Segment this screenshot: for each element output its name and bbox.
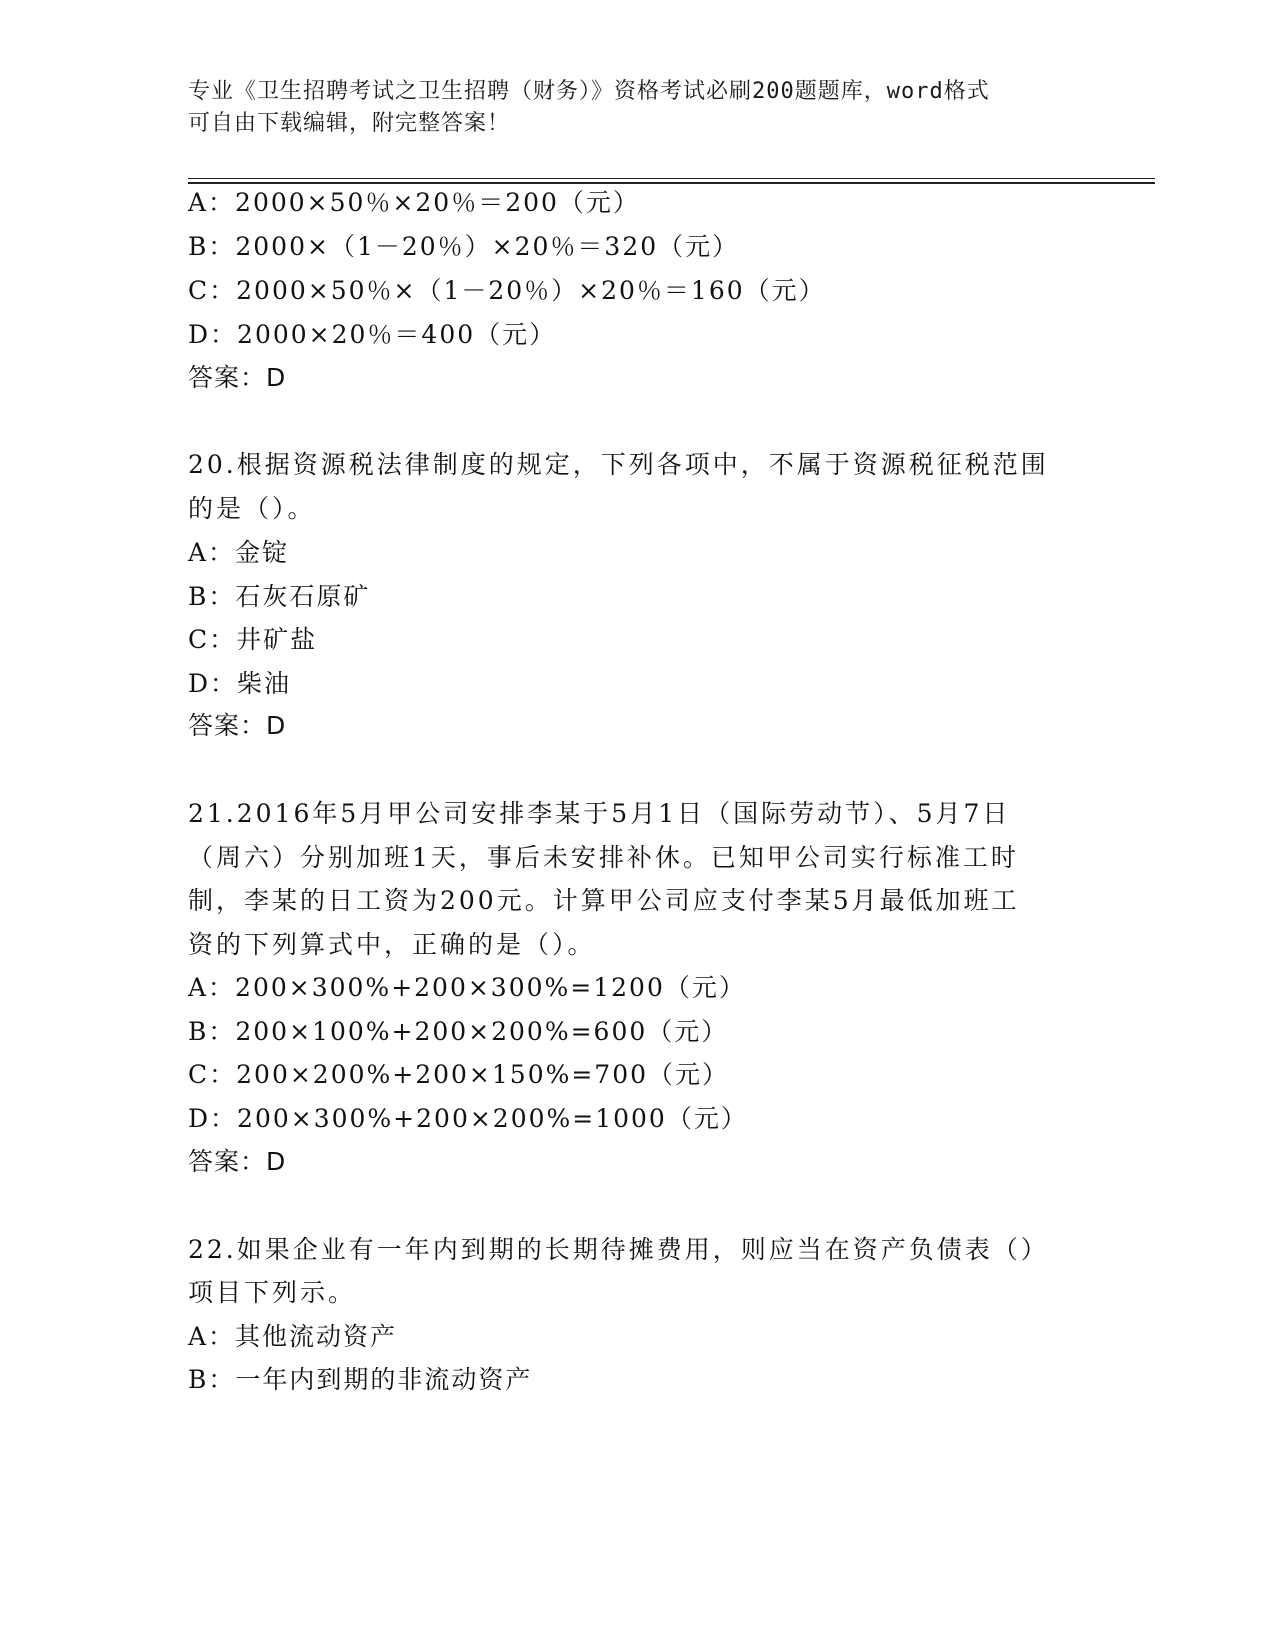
q21-option-c: C：200×200%+200×150%=700（元） [188,1060,730,1089]
q22-stem-line-1: 22.如果企业有一年内到期的长期待摊费用，则应当在资产负债表（） [188,1235,1049,1264]
q21-option-a: A：200×300%+200×300%=1200（元） [188,973,746,1002]
q20-option-c: C：井矿盐 [188,625,318,654]
q21-stem-line-4: 资的下列算式中，正确的是（）。 [188,930,596,959]
q20-option-d: D：柴油 [188,669,292,698]
q20-answer: 答案：D [188,711,287,740]
q19-option-c: C：2000×50％×（1－20％）×20％＝160（元） [188,276,826,305]
q21-stem-line-1: 21.2016年5月甲公司安排李某于5月1日（国际劳动节）、5月7日 [188,799,1011,828]
q21-option-b: B：200×100%+200×200%=600（元） [188,1017,729,1046]
header-line-1: 专业《卫生招聘考试之卫生招聘（财务）》资格考试必刷200题题库，word格式 [188,79,990,104]
q21-stem-line-2: （周六）分别加班1天，事后未安排补休。已知甲公司实行标准工时 [188,843,1019,872]
q22-option-a: A：其他流动资产 [188,1322,398,1351]
header-divider-thick [188,182,1155,184]
q19-answer: 答案：D [188,363,287,392]
q22-option-b: B：一年内到期的非流动资产 [188,1365,533,1394]
q21-answer: 答案：D [188,1147,287,1176]
q19-option-b: B：2000×（1－20％）×20％＝320（元） [188,232,740,261]
document-header [188,76,1088,140]
header-line-2: 可自由下载编辑，附完整答案！ [188,111,511,136]
q21-stem-line-3: 制，李某的日工资为200元。计算甲公司应支付李某5月最低加班工 [188,886,1020,915]
q20-option-a: A：金锭 [188,538,290,567]
q22-stem-line-2: 项目下列示。 [188,1278,357,1307]
q19-option-d: D：2000×20％＝400（元） [188,320,557,349]
q19-option-a: A：2000×50％×20％＝200（元） [188,188,640,217]
q20-stem-line-2: 的是（）。 [188,494,316,523]
q21-option-d: D：200×300%+200×200%=1000（元） [188,1104,748,1133]
q20-option-b: B：石灰石原矿 [188,582,371,611]
header-divider-thin [188,178,1155,179]
q20-stem-line-1: 20.根据资源税法律制度的规定，下列各项中，不属于资源税征税范围 [188,450,1049,479]
